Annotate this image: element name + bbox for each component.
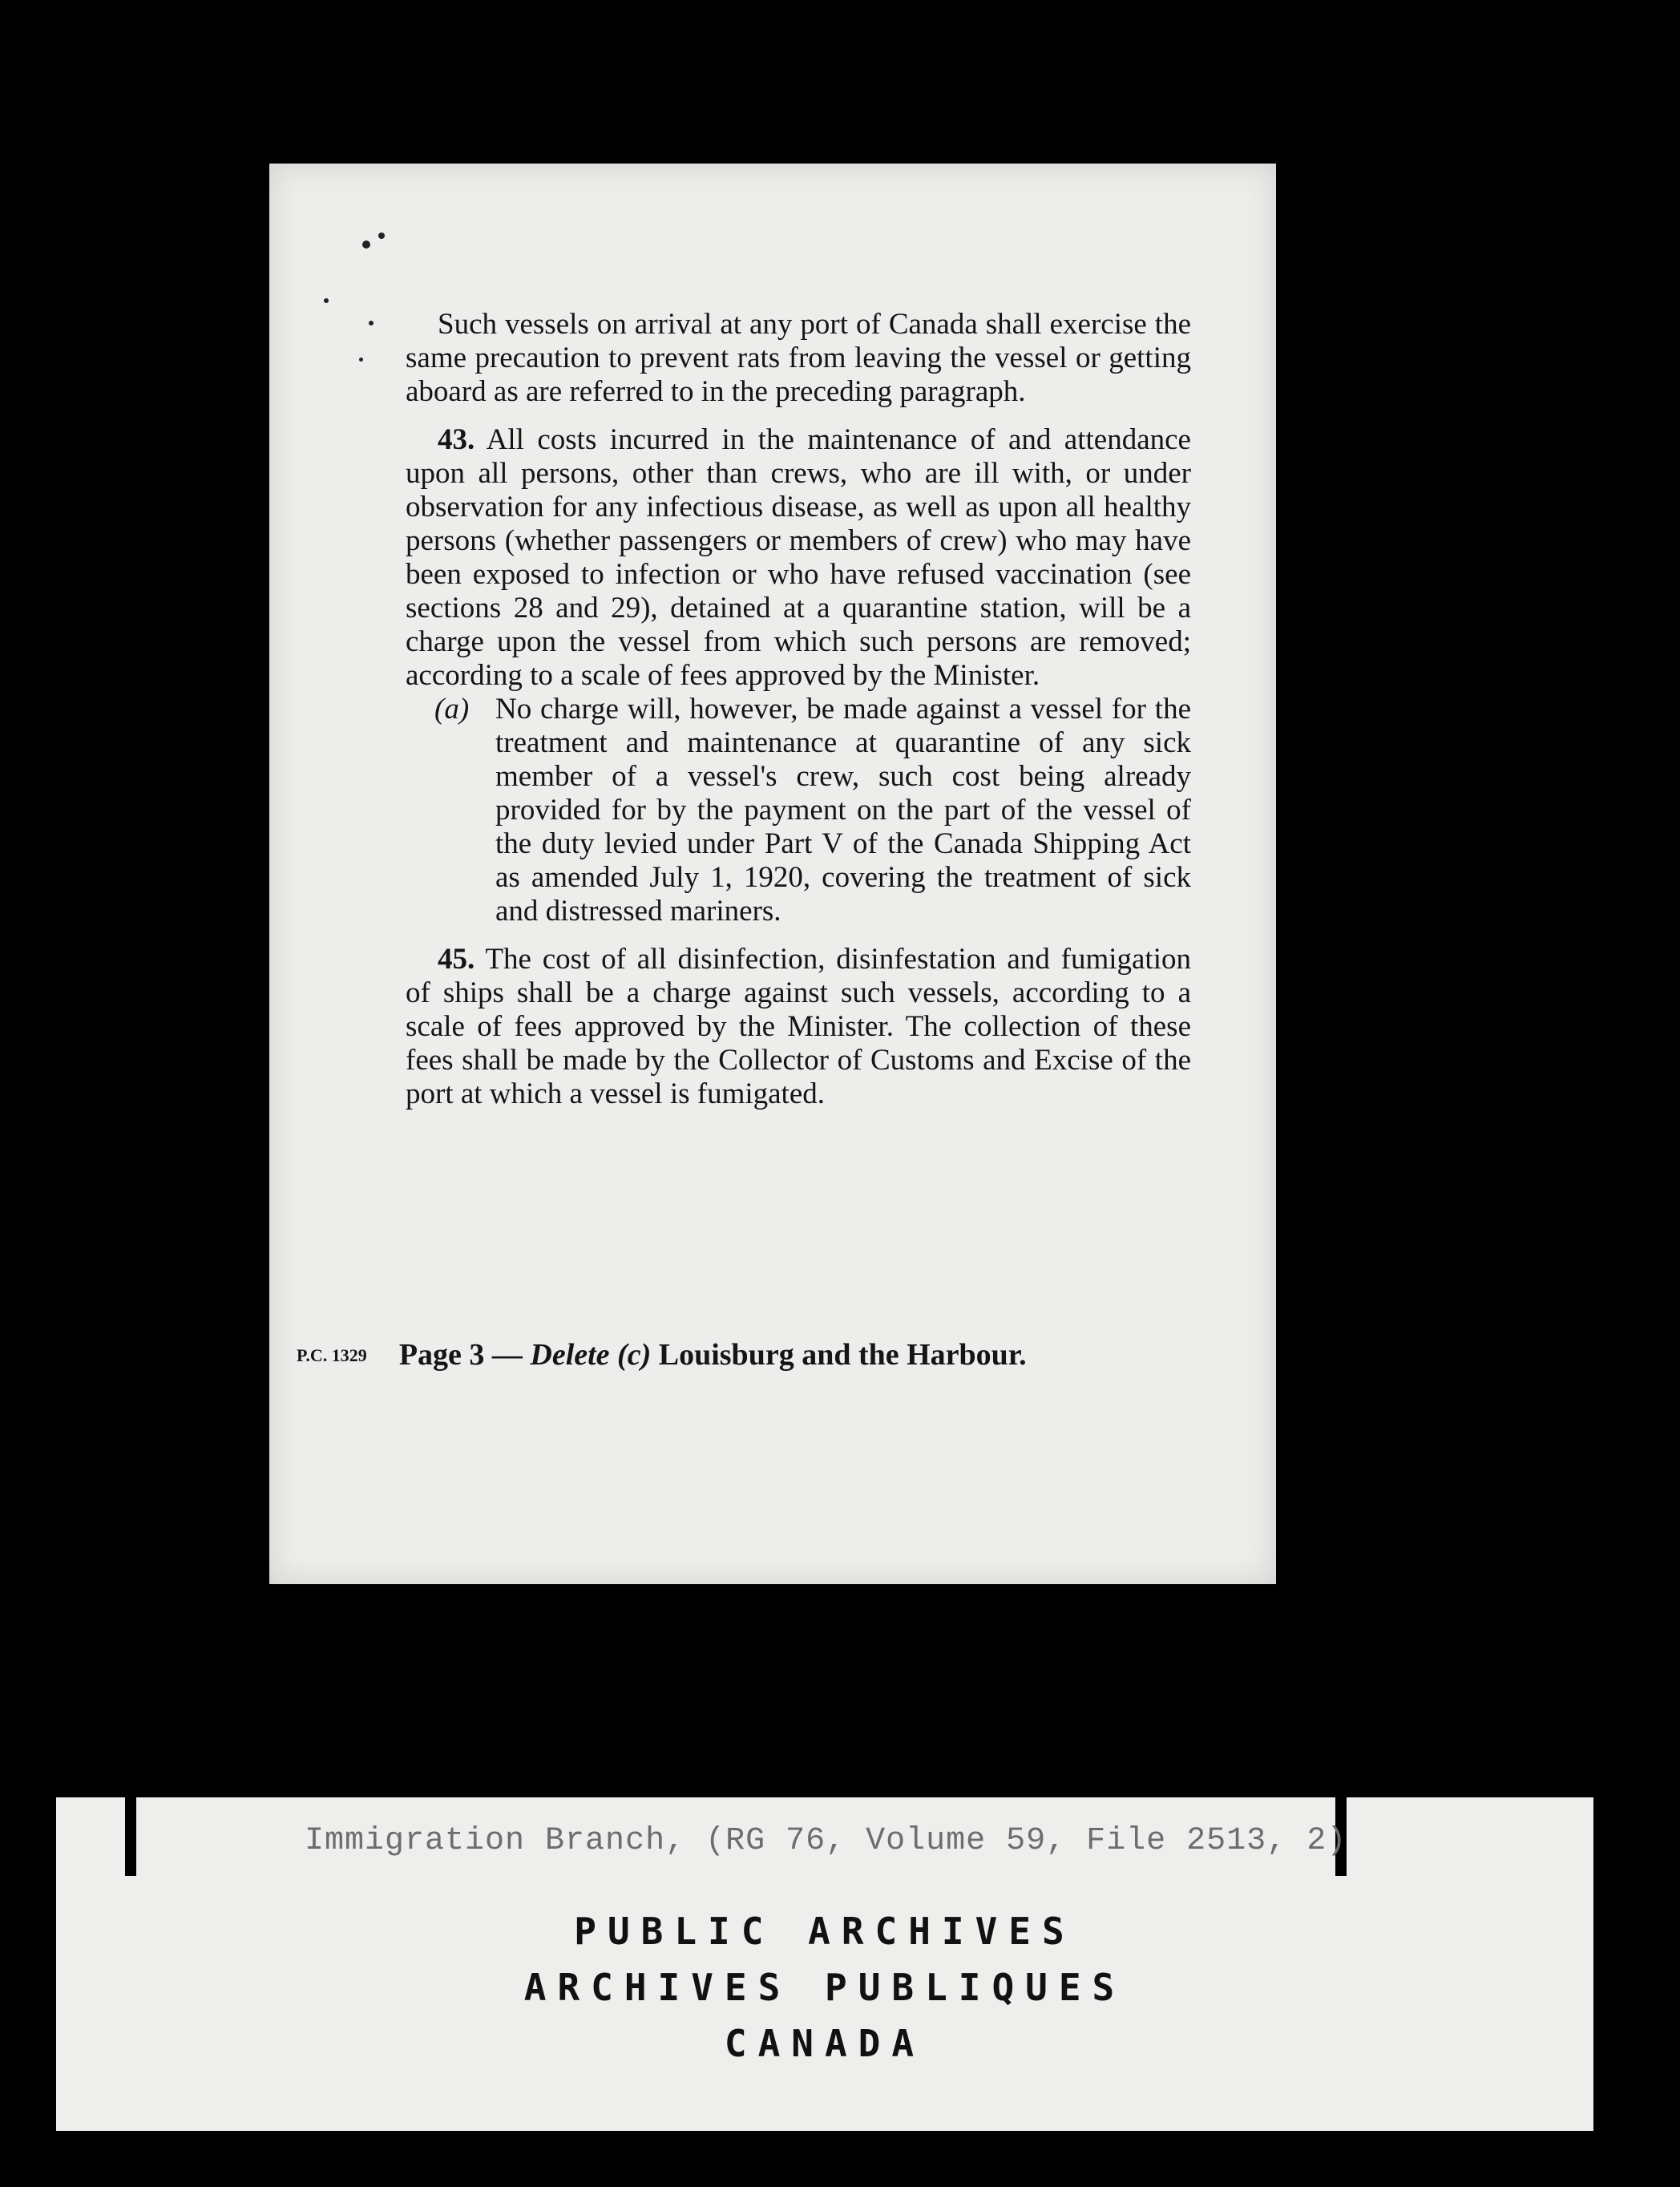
section-43 (406, 423, 1191, 693)
footnote-page-ref: Page 3 (398, 1338, 485, 1372)
archive-label-card (56, 1797, 1593, 2131)
label-notch-left (125, 1797, 136, 1876)
pc-reference: P.C. 1329 (297, 1345, 367, 1365)
ink-speck (369, 321, 374, 325)
ink-speck (359, 358, 363, 362)
ink-speck (362, 241, 370, 249)
ink-speck (324, 298, 329, 303)
section-45 (406, 943, 1191, 1111)
section-43-number: 43. (438, 423, 475, 456)
subsection-a-text: No charge will, however, be made against a vessel for the treatment and maintenance at quarantine of any sick member of a vessel's crew, such cost being already provided for by the payment on the part of the vessel of the duty levied under Part V of the Canada Shipping Act as amended July 1, 1920, covering the treatment of sick and distressed mariners. (495, 693, 1191, 928)
archive-stamp-line-3: CANADA (724, 2022, 926, 2065)
section-45-text: The cost of all disinfection, disinfestation and fumigation of ships shall be a charge against such vessels, according to a scale of fees approved by the Minister. The collection of these fees shall be made by the Collector of Customs and Excise of the port at which a vessel is fumigated. (406, 943, 1191, 1110)
section-43-text: All costs incurred in the maintenance of and attendance upon all persons, other than crews, who are ill with, or under observation for any infectious disease, as well as upon all healthy persons (whether passengers or members of crew) who may have been exposed to infection or who have refused vaccination (see sections 28 and 29), detained at a quarantine station, will be a charge upon the vessel from which such persons are removed; according to a scale of fees approved by the Minister. (406, 423, 1191, 692)
section-45-number: 45. (438, 943, 475, 976)
footnote-dash: — (484, 1338, 531, 1372)
ink-speck (378, 232, 385, 239)
archive-reference: Immigration Branch, (RG 76, Volume 59, File 2513, 2) (305, 1823, 1347, 1859)
archive-stamp-line-2: ARCHIVES PUBLIQUES (523, 1966, 1126, 2009)
footnote-text: Louisburg and the Harbour. (651, 1338, 1027, 1372)
document-page (269, 164, 1276, 1584)
section-43-subsection-a (434, 693, 1191, 928)
amendment-footnote (297, 1337, 1178, 1373)
subsection-a-label: (a) (434, 693, 470, 726)
archive-stamp-line-1: PUBLIC ARCHIVES (574, 1910, 1076, 1953)
opening-paragraph: Such vessels on arrival at any port of Canada shall exercise the same precaution to prevent rats from leaving the vessel or getting aboard as are referred to in the preceding paragraph. (406, 308, 1191, 408)
footnote-delete-ref: Delete (c) (530, 1338, 652, 1372)
document-body (406, 308, 1191, 1111)
